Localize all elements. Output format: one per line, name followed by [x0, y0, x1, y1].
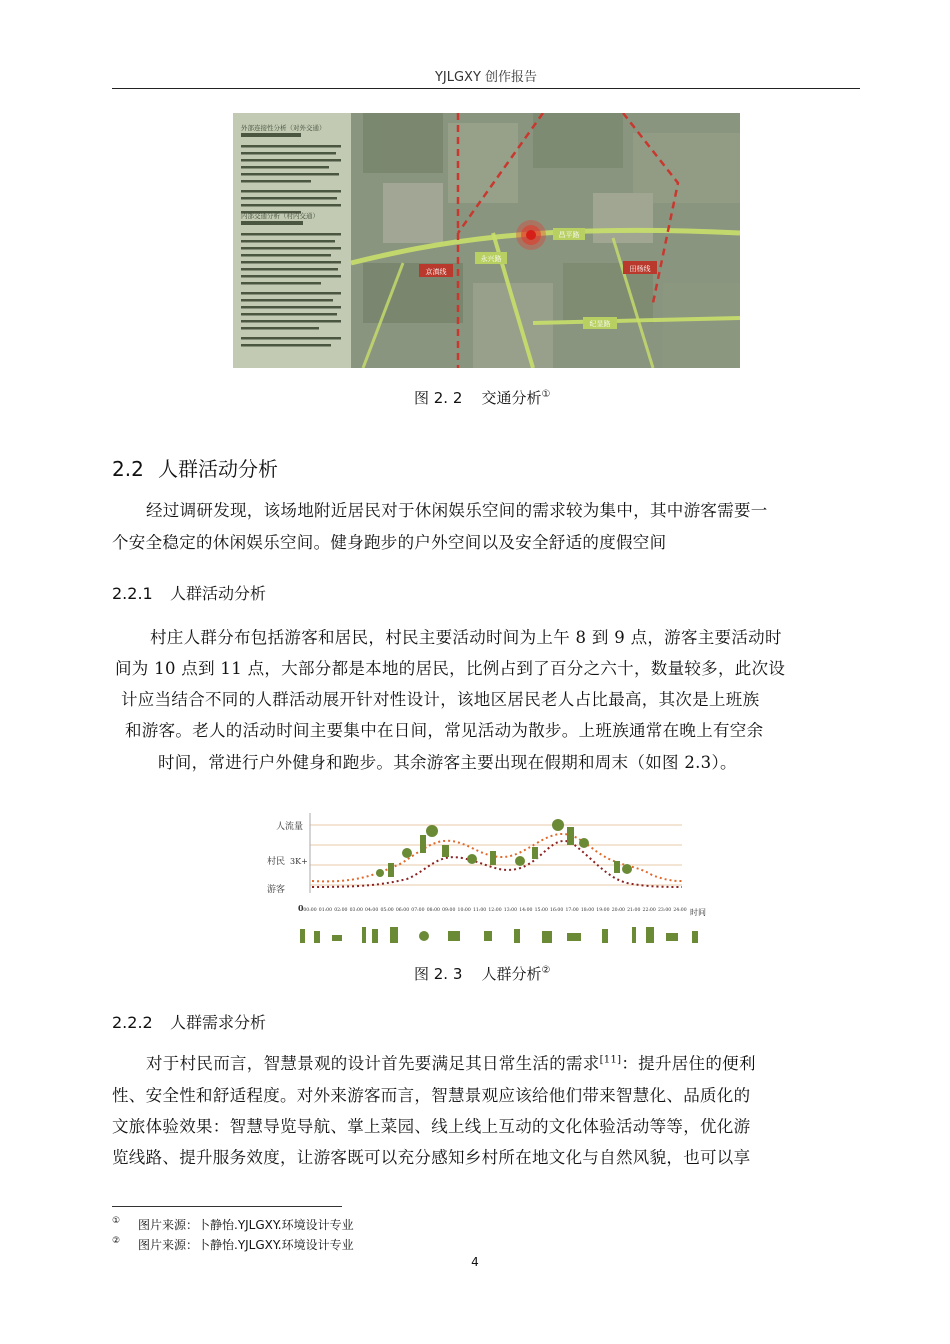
caption-footnote-mark: ② [541, 965, 551, 976]
line-text: ：提升居住的便利 [621, 1054, 756, 1073]
section-title: 人群需求分析 [170, 1013, 267, 1032]
footnote-mark: ① [112, 1216, 121, 1226]
section-heading-2-2-2 [112, 1010, 266, 1033]
road-tag-label-1: 京滇线 [425, 268, 447, 276]
axis-origin: 0 [298, 903, 304, 913]
time-tick-label: 13:00 [503, 908, 518, 913]
traffic-analysis-figure [233, 113, 740, 368]
paragraph-line [146, 1050, 756, 1074]
time-tick-label: 07:00 [411, 908, 425, 913]
footnote-mark: ② [112, 1236, 121, 1246]
section-title: 人群活动分析 [170, 584, 267, 603]
time-tick-label: 08:00 [426, 908, 440, 913]
time-tick-label: 24:00 [673, 908, 687, 913]
paragraph-line: 计应当结合不同的人群活动展开针对性设计，该地区居民老人占比最高，其次是上班族 [121, 690, 760, 709]
time-tick-label: 19:00 [596, 908, 610, 913]
page-number: 4 [471, 1255, 479, 1269]
footnote-2 [112, 1236, 354, 1253]
time-tick-label: 23:00 [657, 908, 672, 913]
time-tick-label: 01:00 [318, 908, 333, 913]
panel-heading-internal: 内部交通分析（村内交通） [241, 212, 319, 220]
time-tick-label: 21:00 [627, 908, 641, 913]
paragraph-line: 文旅体验效果：智慧导览导航、掌上菜园、线上线上互动的文化体验活动等等，优化游 [112, 1117, 751, 1136]
section-number: 2.2.2 [112, 1013, 153, 1032]
road-tag-label-3: 昌平路 [558, 231, 580, 239]
citation-ref: [11] [599, 1054, 622, 1066]
time-tick-label: 18:00 [580, 908, 595, 913]
road-tag-label-2: 永兴路 [480, 255, 502, 263]
time-axis-ticks [303, 907, 686, 913]
time-tick-label: 09:00 [442, 908, 456, 913]
time-tick-label: 11:00 [472, 908, 487, 913]
paragraph-line: 和游客。老人的活动时间主要集中在日间，常见活动为散步。上班族通常在晚上有空余 [125, 721, 764, 740]
time-tick-label: 14:00 [519, 908, 533, 913]
time-tick-label: 02:00 [334, 908, 348, 913]
label-tourist: 游客 [267, 885, 286, 895]
label-flow: 人流量 [276, 822, 304, 832]
road-tag-label-5: 纪显路 [589, 320, 611, 328]
caption-title: 交通分析 [481, 389, 542, 407]
time-tick-label: 00:00 [303, 908, 317, 913]
paragraph-line: 间为 10 点到 11 点，大部分都是本地的居民，比例占到了百分之六十，数量较多，此次设 [115, 659, 786, 678]
label-time: 时间 [690, 908, 706, 917]
panel-heading-external: 外部连接性分析（对外交通） [241, 124, 326, 132]
caption-label: 图 2. 2 [414, 389, 463, 407]
footnote-rule [112, 1206, 342, 1207]
paragraph-line: 览线路、提升服务效度，让游客既可以充分感知乡村所在地文化与自然风貌，也可以享 [112, 1148, 751, 1167]
section-heading-2-2 [112, 453, 278, 482]
label-villager: 村民 [267, 857, 286, 867]
footnote-1 [112, 1216, 354, 1233]
figure-2-2-caption [414, 387, 550, 408]
time-tick-label: 06:00 [395, 908, 410, 913]
label-3k: 3K+ [290, 857, 308, 866]
page-header: YJLGXY 创作报告 [434, 70, 538, 85]
caption-label: 图 2. 3 [414, 965, 463, 983]
paragraph-line: 经过调研发现，该场地附近居民对于休闲娱乐空间的需求较为集中，其中游客需要一 [146, 501, 768, 520]
time-tick-label: 12:00 [488, 908, 502, 913]
section-heading-2-2-1 [112, 581, 266, 604]
caption-title: 人群分析 [481, 965, 542, 983]
caption-footnote-mark: ① [541, 389, 551, 400]
header-rule [112, 88, 860, 89]
footnote-text: 图片来源：卜静怡.YJLGXY.环境设计专业 [138, 1238, 354, 1252]
time-tick-label: 16:00 [550, 908, 564, 913]
road-tag-label-4: 田杨线 [629, 265, 651, 273]
aerial-map [233, 113, 740, 368]
paragraph-line: 性、安全性和舒适程度。对外来游客而言，智慧景观应该给他们带来智慧化、品质化的 [112, 1086, 751, 1105]
time-tick-label: 05:00 [380, 908, 394, 913]
time-tick-label: 15:00 [534, 908, 548, 913]
section-number: 2.2 [112, 457, 144, 481]
paragraph-line: 时间，常进行户外健身和跑步。其余游客主要出现在假期和周末（如图 2.3）。 [158, 753, 737, 772]
footnote-text: 图片来源：卜静怡.YJLGXY.环境设计专业 [138, 1218, 354, 1232]
time-tick-label: 17:00 [565, 908, 579, 913]
time-tick-label: 10:00 [457, 908, 471, 913]
figure-2-3-caption [414, 963, 550, 984]
crowd-analysis-figure [262, 803, 712, 953]
crowd-chart [262, 803, 712, 953]
line-text: 对于村民而言，智慧景观的设计首先要满足其日常生活的需求 [146, 1054, 600, 1073]
paragraph-line: 村庄人群分布包括游客和居民，村民主要活动时间为上午 8 到 9 点，游客主要活动时 [150, 628, 782, 647]
time-tick-label: 04:00 [365, 908, 379, 913]
time-tick-label: 22:00 [642, 908, 656, 913]
section-number: 2.2.1 [112, 584, 153, 603]
paragraph-line: 个安全稳定的休闲娱乐空间。健身跑步的户外空间以及安全舒适的度假空间 [112, 533, 667, 552]
time-tick-label: 03:00 [349, 908, 363, 913]
time-tick-label: 20:00 [611, 908, 625, 913]
section-title: 人群活动分析 [158, 457, 278, 481]
